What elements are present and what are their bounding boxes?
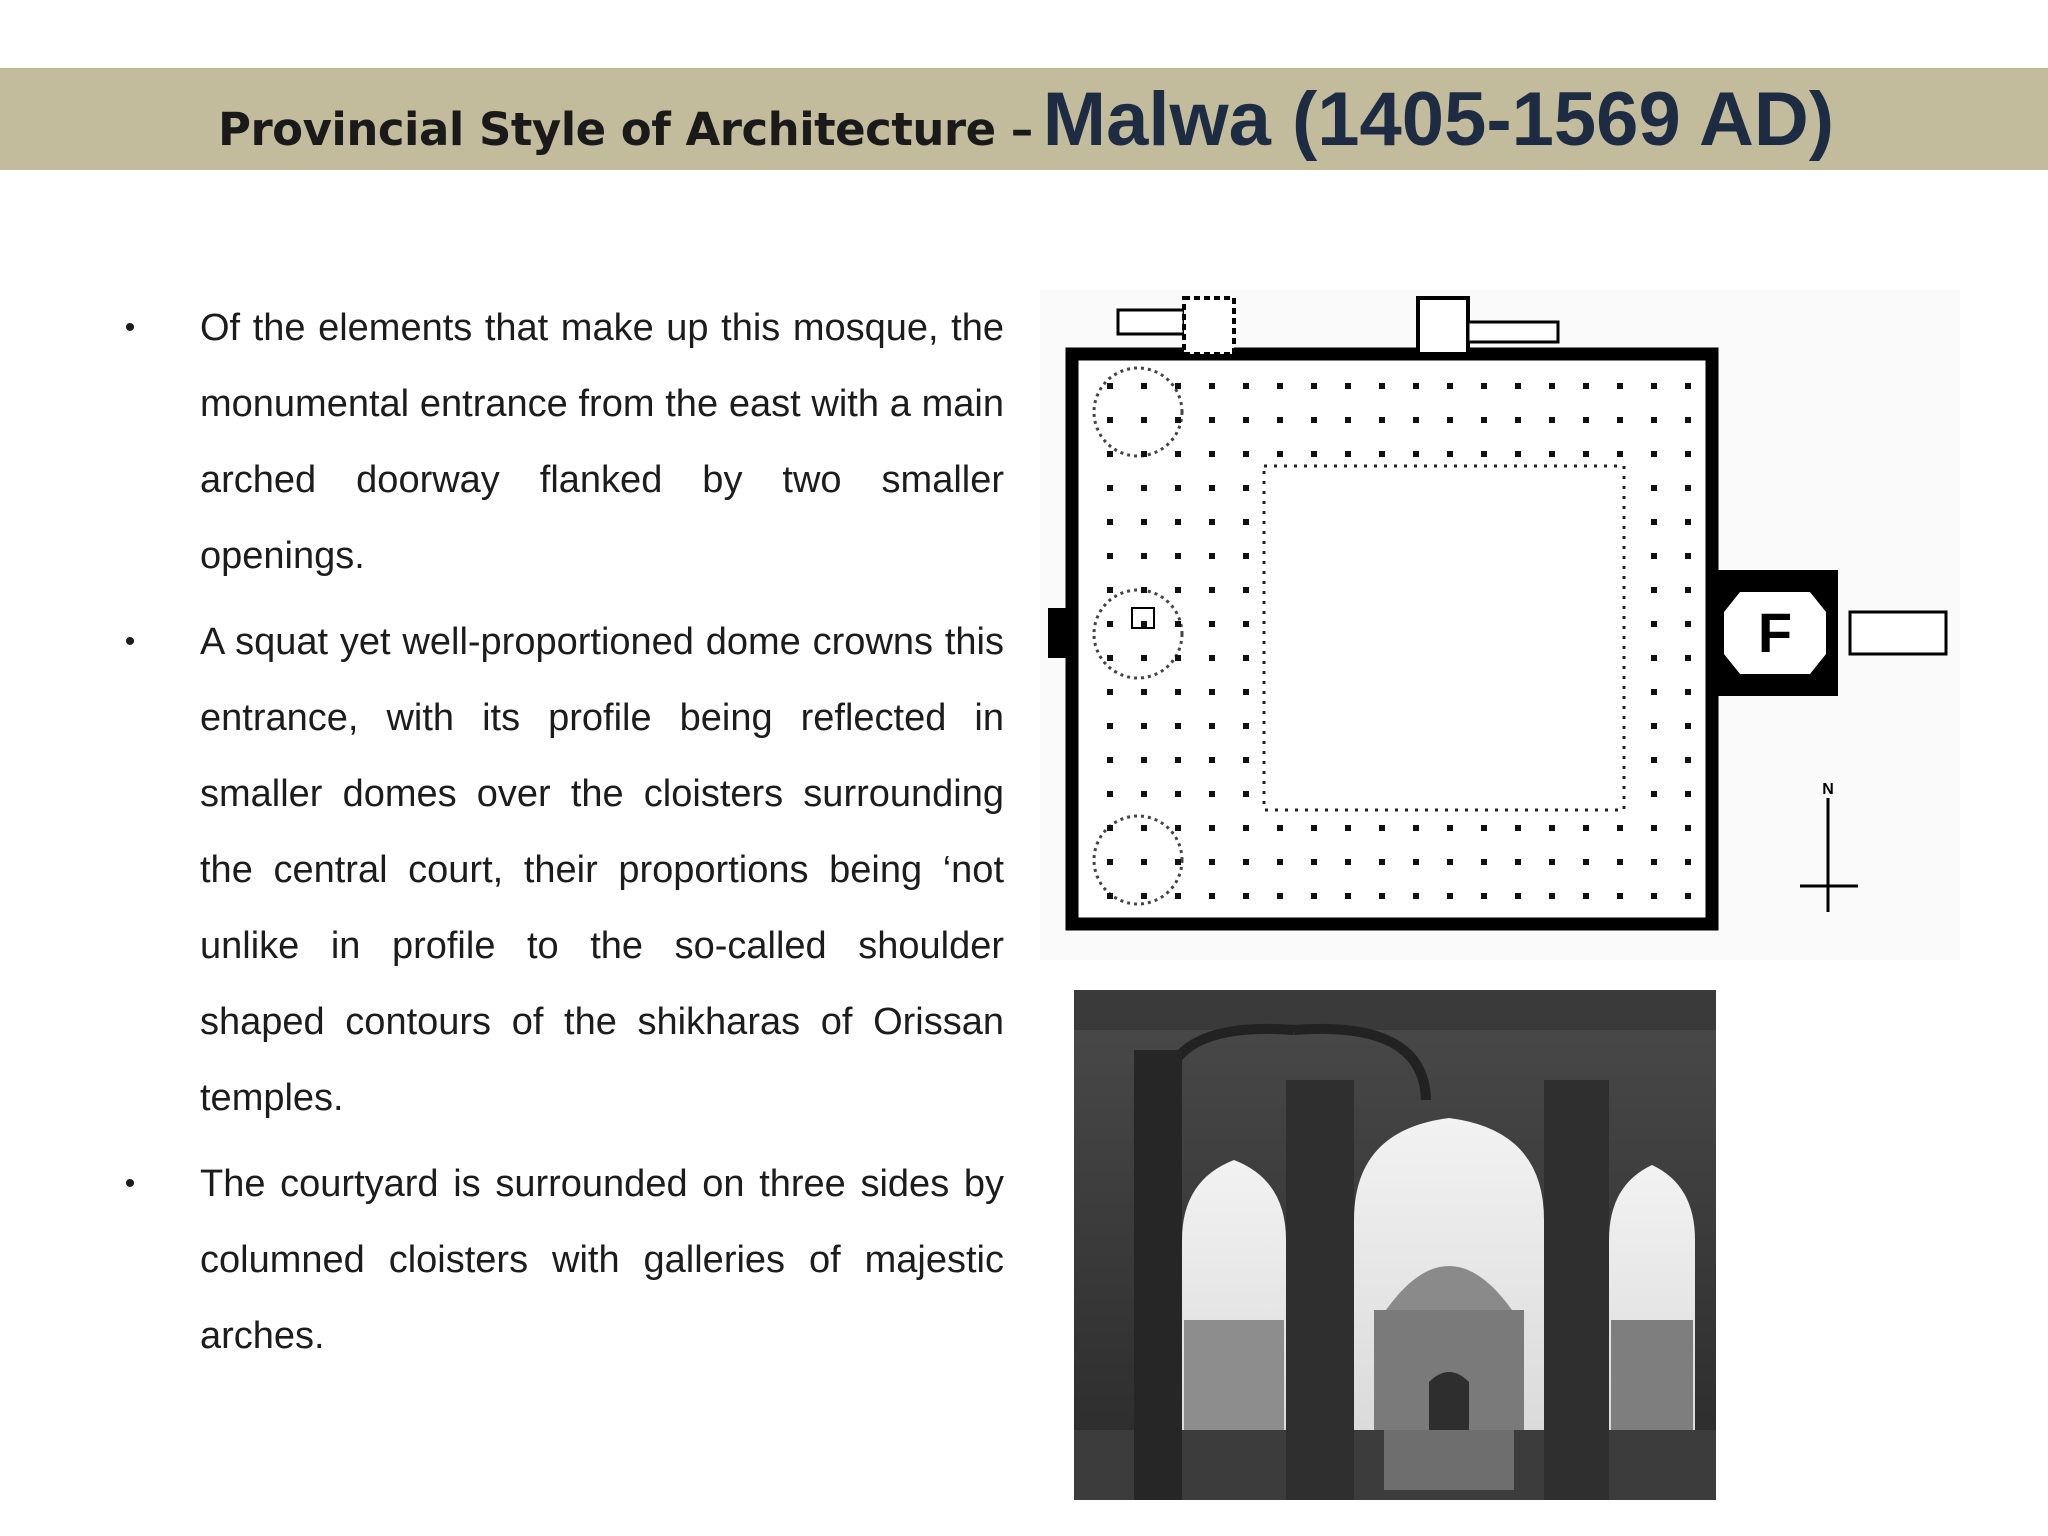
pillar-0 xyxy=(1134,1050,1182,1500)
column-marker xyxy=(1107,689,1113,695)
column-marker xyxy=(1413,383,1419,389)
column-marker xyxy=(1141,553,1147,559)
column-marker xyxy=(1209,723,1215,729)
column-marker xyxy=(1549,859,1555,865)
column-marker xyxy=(1685,825,1691,831)
column-marker xyxy=(1651,417,1657,423)
column-marker xyxy=(1481,383,1487,389)
column-marker xyxy=(1345,417,1351,423)
column-marker xyxy=(1277,383,1283,389)
bullet-item-2 xyxy=(118,604,1004,1136)
column-marker xyxy=(1175,553,1181,559)
column-marker xyxy=(1209,791,1215,797)
column-marker xyxy=(1447,383,1453,389)
column-marker xyxy=(1209,417,1215,423)
north-porch-left xyxy=(1184,298,1234,354)
column-marker xyxy=(1685,791,1691,797)
column-marker xyxy=(1243,451,1249,457)
column-marker xyxy=(1413,417,1419,423)
column-marker xyxy=(1243,553,1249,559)
column-marker xyxy=(1209,451,1215,457)
column-marker xyxy=(1209,655,1215,661)
column-marker xyxy=(1685,485,1691,491)
column-marker xyxy=(1175,587,1181,593)
column-marker xyxy=(1379,417,1385,423)
bullet-dot: • xyxy=(124,311,136,344)
column-marker xyxy=(1651,519,1657,525)
column-marker xyxy=(1175,621,1181,627)
column-marker xyxy=(1141,791,1147,797)
column-marker xyxy=(1141,655,1147,661)
column-marker xyxy=(1107,791,1113,797)
column-marker xyxy=(1583,859,1589,865)
column-marker xyxy=(1685,689,1691,695)
column-marker xyxy=(1107,553,1113,559)
central-courtyard xyxy=(1264,466,1624,810)
column-marker xyxy=(1651,451,1657,457)
column-marker xyxy=(1107,485,1113,491)
column-marker xyxy=(1243,655,1249,661)
column-marker xyxy=(1175,859,1181,865)
title-main: Malwa (1405-1569 AD) xyxy=(1042,77,1835,162)
column-marker xyxy=(1243,485,1249,491)
column-marker xyxy=(1175,655,1181,661)
column-marker xyxy=(1311,893,1317,899)
gate-label: F xyxy=(1757,601,1793,664)
mihrab-projection xyxy=(1048,608,1074,658)
column-marker xyxy=(1311,451,1317,457)
column-marker xyxy=(1481,825,1487,831)
bullet-dot: • xyxy=(124,1167,136,1200)
column-marker xyxy=(1209,689,1215,695)
column-marker xyxy=(1175,383,1181,389)
column-marker xyxy=(1107,417,1113,423)
column-marker xyxy=(1277,451,1283,457)
column-marker xyxy=(1175,893,1181,899)
column-marker xyxy=(1515,859,1521,865)
column-marker xyxy=(1277,893,1283,899)
column-marker xyxy=(1107,451,1113,457)
column-marker xyxy=(1651,587,1657,593)
column-marker xyxy=(1617,859,1623,865)
column-marker xyxy=(1481,859,1487,865)
column-marker xyxy=(1345,825,1351,831)
title-prefix: Provincial Style of Architecture – xyxy=(218,103,1033,156)
slide-title xyxy=(218,72,1834,168)
column-marker xyxy=(1685,383,1691,389)
column-marker xyxy=(1141,519,1147,525)
column-marker xyxy=(1209,893,1215,899)
column-marker xyxy=(1651,689,1657,695)
column-marker xyxy=(1175,451,1181,457)
column-marker xyxy=(1141,417,1147,423)
column-marker xyxy=(1141,451,1147,457)
column-marker xyxy=(1141,859,1147,865)
column-marker xyxy=(1583,417,1589,423)
column-marker xyxy=(1345,859,1351,865)
arches-photo-drawing xyxy=(1074,990,1716,1500)
column-marker xyxy=(1107,621,1113,627)
column-marker xyxy=(1141,757,1147,763)
column-marker xyxy=(1617,825,1623,831)
column-marker xyxy=(1413,893,1419,899)
column-marker xyxy=(1141,825,1147,831)
column-marker xyxy=(1243,893,1249,899)
column-marker xyxy=(1175,723,1181,729)
column-marker xyxy=(1107,825,1113,831)
column-marker xyxy=(1209,859,1215,865)
column-marker xyxy=(1175,689,1181,695)
column-marker xyxy=(1447,417,1453,423)
column-marker xyxy=(1379,893,1385,899)
column-marker xyxy=(1107,757,1113,763)
north-stair-right xyxy=(1468,322,1558,342)
column-marker xyxy=(1583,893,1589,899)
column-marker xyxy=(1277,859,1283,865)
column-marker xyxy=(1243,417,1249,423)
floor-plan-drawing xyxy=(1040,290,1960,960)
column-marker xyxy=(1481,451,1487,457)
column-marker xyxy=(1515,383,1521,389)
column-marker xyxy=(1617,451,1623,457)
column-marker xyxy=(1651,621,1657,627)
column-marker xyxy=(1209,587,1215,593)
column-marker xyxy=(1141,689,1147,695)
north-label: N xyxy=(1822,781,1834,798)
column-marker xyxy=(1107,859,1113,865)
column-marker xyxy=(1651,723,1657,729)
column-marker xyxy=(1549,383,1555,389)
column-marker xyxy=(1209,757,1215,763)
column-marker xyxy=(1481,417,1487,423)
pillar-2 xyxy=(1544,1080,1609,1500)
column-marker xyxy=(1243,621,1249,627)
column-marker xyxy=(1447,859,1453,865)
column-marker xyxy=(1413,825,1419,831)
bullet-text-2: A squat yet well-proportioned dome crowns this entrance, with its profile being reflected in smaller domes over the cloisters surrounding the central court, their proportions being ‘not unlike in profile to the so-called shoulder shaped contours of the shikharas of Orissan temples. xyxy=(200,621,1004,1119)
column-marker xyxy=(1243,825,1249,831)
column-marker xyxy=(1175,519,1181,525)
column-marker xyxy=(1243,587,1249,593)
column-marker xyxy=(1685,451,1691,457)
column-marker xyxy=(1209,383,1215,389)
column-marker xyxy=(1107,655,1113,661)
column-marker xyxy=(1651,485,1657,491)
column-marker xyxy=(1345,383,1351,389)
column-marker xyxy=(1243,757,1249,763)
bullet-text-3: The courtyard is surrounded on three sides by columned cloisters with galleries of majestic arches. xyxy=(200,1163,1004,1357)
column-marker xyxy=(1345,893,1351,899)
column-marker xyxy=(1685,587,1691,593)
column-marker xyxy=(1685,893,1691,899)
column-marker xyxy=(1685,655,1691,661)
column-marker xyxy=(1651,383,1657,389)
column-marker xyxy=(1141,485,1147,491)
column-marker xyxy=(1549,825,1555,831)
column-marker xyxy=(1379,859,1385,865)
column-marker xyxy=(1549,893,1555,899)
column-marker xyxy=(1413,451,1419,457)
distant-doorway xyxy=(1429,1372,1469,1430)
column-marker xyxy=(1107,893,1113,899)
column-marker xyxy=(1685,621,1691,627)
column-marker xyxy=(1685,757,1691,763)
east-stairs xyxy=(1850,612,1946,654)
column-marker xyxy=(1379,451,1385,457)
column-marker xyxy=(1685,723,1691,729)
column-marker xyxy=(1175,825,1181,831)
column-marker xyxy=(1447,825,1453,831)
distant-wall-left xyxy=(1184,1320,1284,1430)
column-marker xyxy=(1651,655,1657,661)
column-marker xyxy=(1685,417,1691,423)
column-marker xyxy=(1583,383,1589,389)
column-marker xyxy=(1209,553,1215,559)
column-marker xyxy=(1515,451,1521,457)
column-marker xyxy=(1379,825,1385,831)
column-marker xyxy=(1617,893,1623,899)
column-marker xyxy=(1651,553,1657,559)
column-marker xyxy=(1549,417,1555,423)
column-marker xyxy=(1243,859,1249,865)
column-marker xyxy=(1209,519,1215,525)
column-marker xyxy=(1413,859,1419,865)
mosque-floor-plan xyxy=(1040,290,1960,960)
column-marker xyxy=(1243,791,1249,797)
north-porch-right xyxy=(1418,298,1468,354)
column-marker xyxy=(1311,383,1317,389)
bullet-dot: • xyxy=(124,625,136,658)
column-marker xyxy=(1243,723,1249,729)
column-marker xyxy=(1583,451,1589,457)
column-marker xyxy=(1243,383,1249,389)
column-marker xyxy=(1651,825,1657,831)
column-marker xyxy=(1685,519,1691,525)
column-marker xyxy=(1447,893,1453,899)
column-marker xyxy=(1243,519,1249,525)
bullet-text-1: Of the elements that make up this mosque, the monumental entrance from the east with a main arched doorway flanked by two smaller openings. xyxy=(200,307,1004,577)
column-marker xyxy=(1107,519,1113,525)
column-marker xyxy=(1651,791,1657,797)
column-marker xyxy=(1141,621,1147,627)
distant-steps xyxy=(1384,1430,1514,1490)
column-marker xyxy=(1651,859,1657,865)
column-marker xyxy=(1345,451,1351,457)
column-marker xyxy=(1175,757,1181,763)
column-marker xyxy=(1617,383,1623,389)
column-marker xyxy=(1277,825,1283,831)
column-marker xyxy=(1175,417,1181,423)
column-marker xyxy=(1311,859,1317,865)
north-stair-left xyxy=(1118,310,1184,334)
column-marker xyxy=(1549,451,1555,457)
column-marker xyxy=(1311,417,1317,423)
pillar-1 xyxy=(1286,1080,1354,1500)
column-marker xyxy=(1107,587,1113,593)
column-marker xyxy=(1209,825,1215,831)
column-marker xyxy=(1107,383,1113,389)
column-marker xyxy=(1141,587,1147,593)
column-marker xyxy=(1685,553,1691,559)
column-marker xyxy=(1209,485,1215,491)
column-marker xyxy=(1583,825,1589,831)
column-marker xyxy=(1243,689,1249,695)
column-marker xyxy=(1175,485,1181,491)
column-marker xyxy=(1107,723,1113,729)
column-marker xyxy=(1141,893,1147,899)
column-marker xyxy=(1447,451,1453,457)
column-marker xyxy=(1651,757,1657,763)
column-marker xyxy=(1685,859,1691,865)
arches-photo xyxy=(1074,990,1716,1500)
column-marker xyxy=(1141,383,1147,389)
bullet-item-1 xyxy=(118,290,1004,594)
column-marker xyxy=(1311,825,1317,831)
column-marker xyxy=(1481,893,1487,899)
column-marker xyxy=(1651,893,1657,899)
column-marker xyxy=(1515,893,1521,899)
column-marker xyxy=(1175,791,1181,797)
distant-trees-right xyxy=(1611,1320,1693,1430)
column-marker xyxy=(1209,621,1215,627)
bullet-item-3 xyxy=(118,1146,1004,1374)
column-marker xyxy=(1277,417,1283,423)
column-marker xyxy=(1515,825,1521,831)
column-marker xyxy=(1617,417,1623,423)
column-marker xyxy=(1515,417,1521,423)
bullet-list xyxy=(118,290,1004,1384)
column-marker xyxy=(1379,383,1385,389)
column-marker xyxy=(1141,723,1147,729)
